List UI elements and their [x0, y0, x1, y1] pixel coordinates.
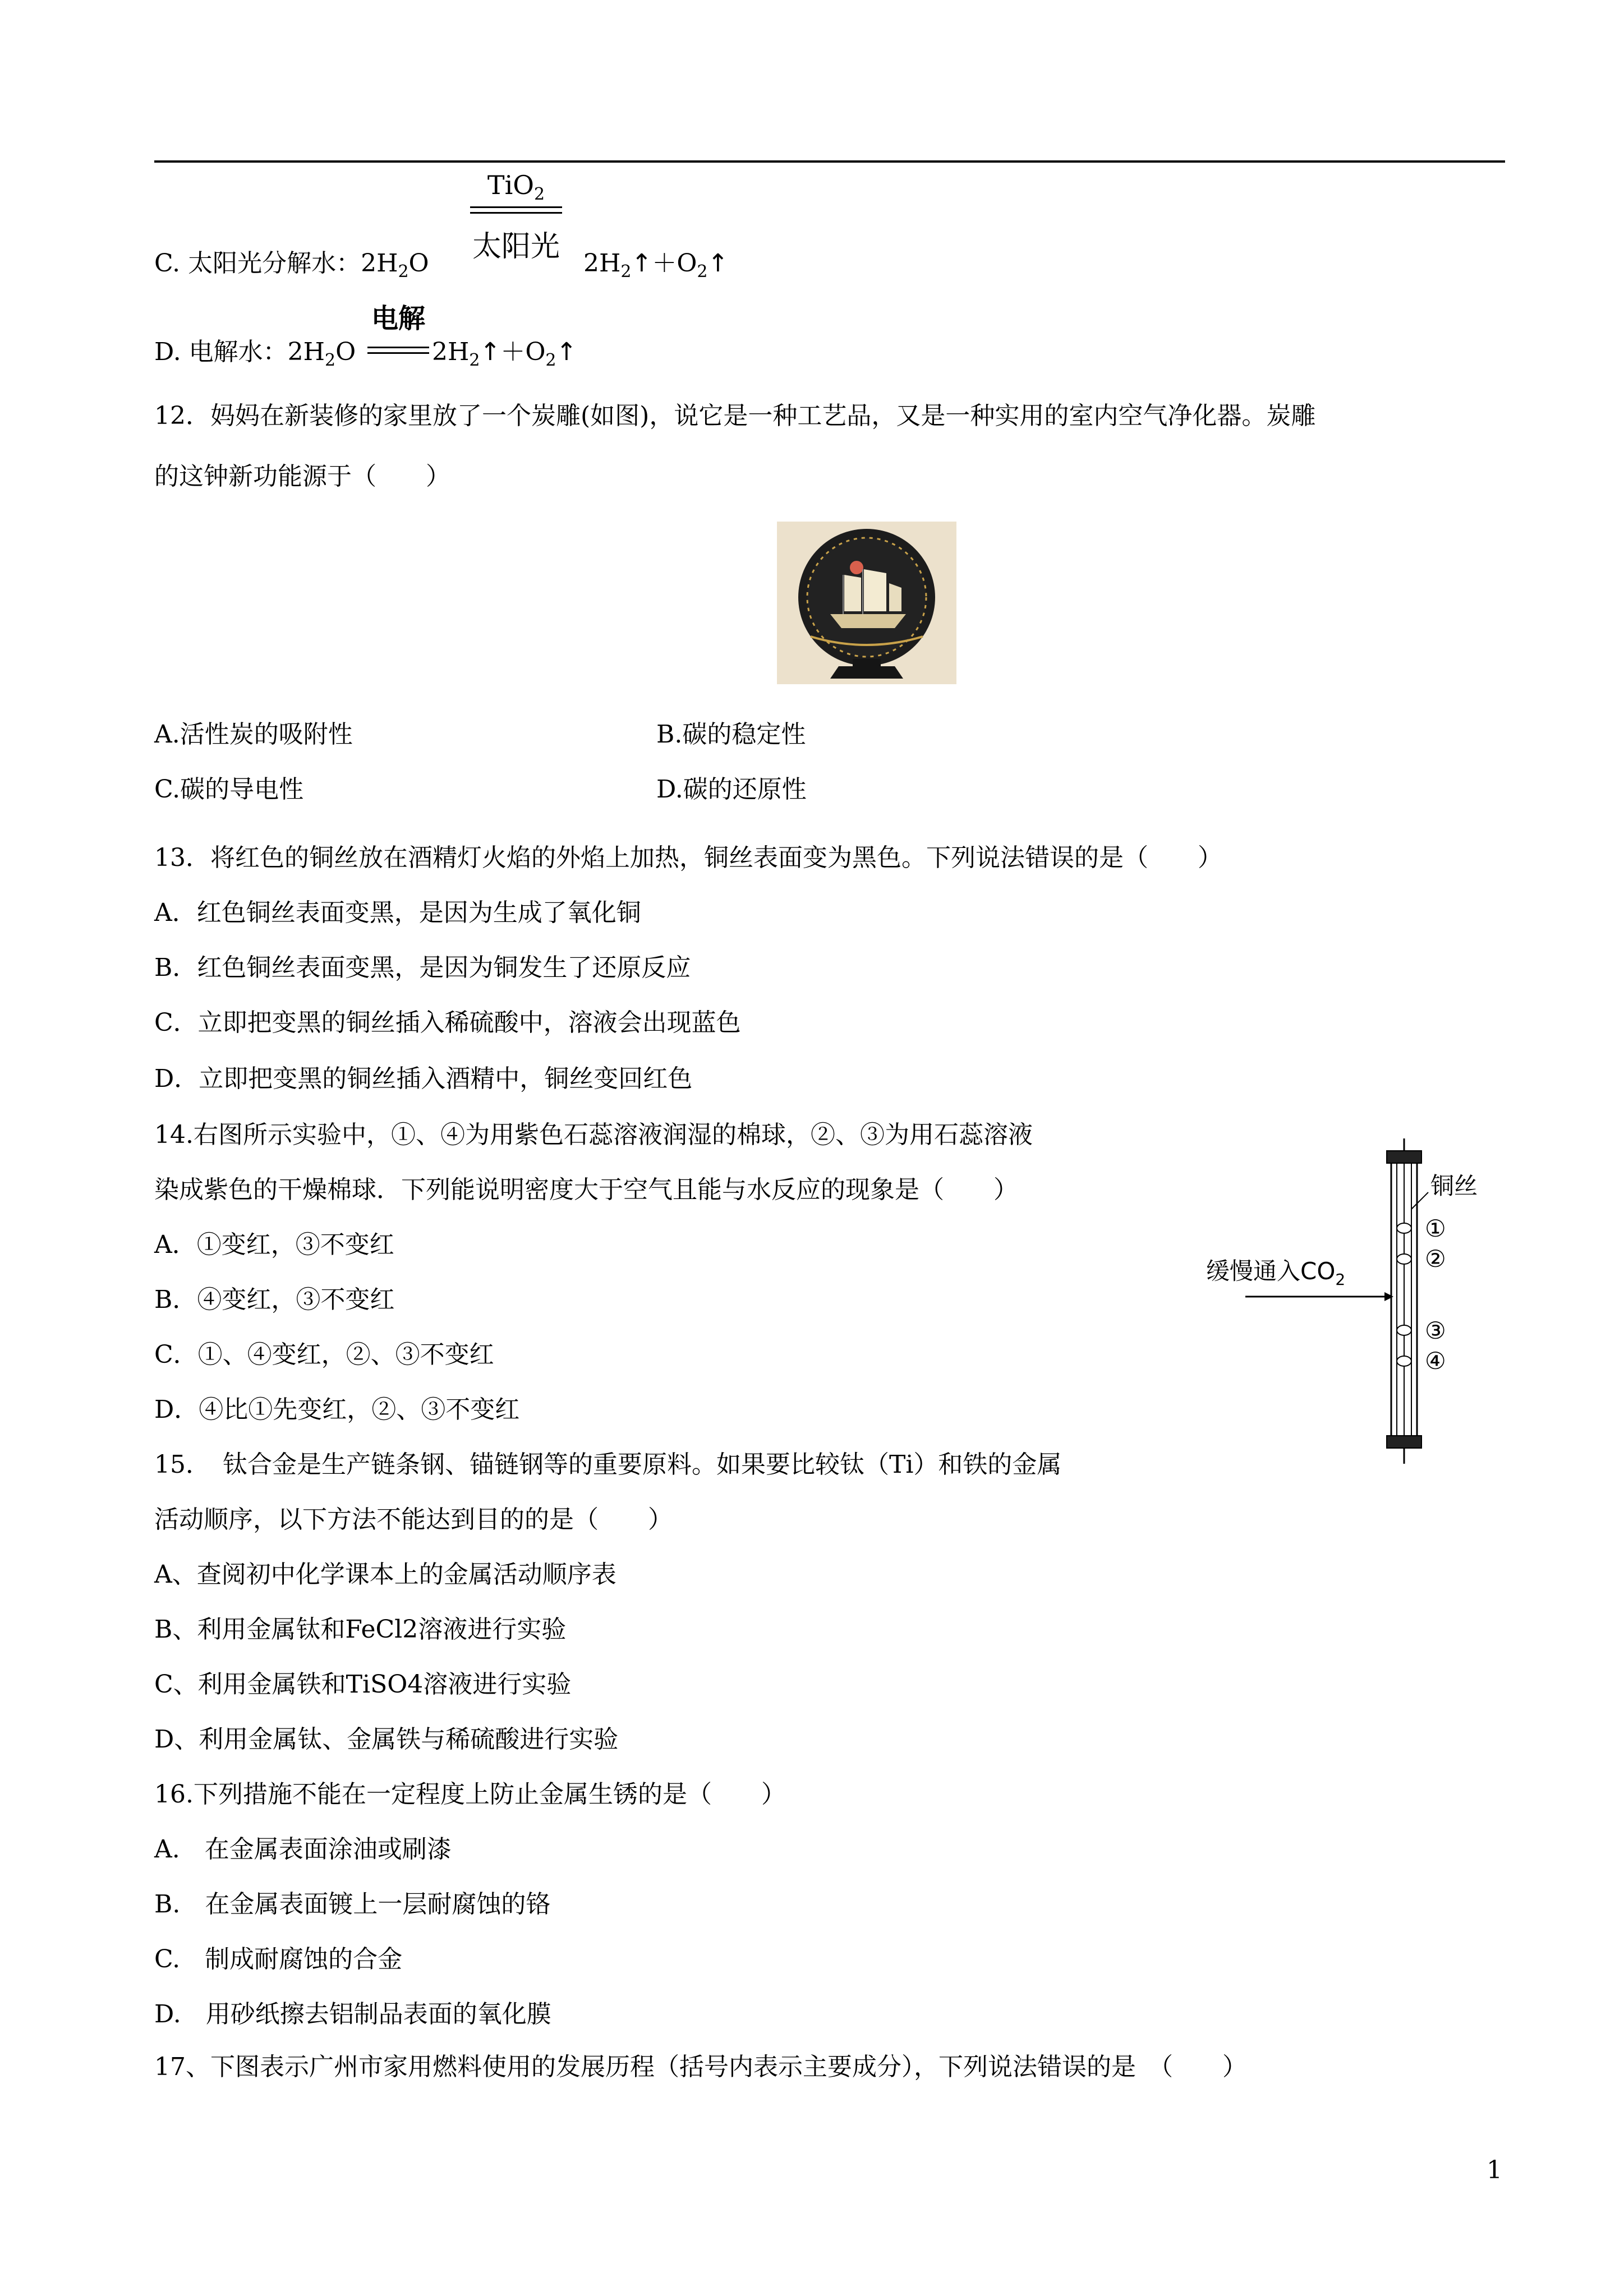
- q13-option-c: C．立即把变黑的铜丝插入稀硫酸中，溶液会出现蓝色: [154, 1008, 741, 1037]
- q14-option-c: C．①、④变红，②、③不变红: [154, 1340, 494, 1369]
- q12-stem-line-2: 的这钟新功能源于（ ）: [154, 462, 450, 491]
- header-rule: [154, 160, 1505, 163]
- q15-stem-line-2: 活动顺序，以下方法不能达到目的的是（ ）: [154, 1505, 673, 1534]
- q11-option-c: C. 太阳光分解水：$2H_2O$: [154, 249, 429, 282]
- ball-label-2: ②: [1425, 1245, 1446, 1273]
- q15-option-d: D、利用金属钛、金属铁与稀硫酸进行实验: [154, 1725, 619, 1754]
- q11-c-equals-line-1: [470, 206, 562, 208]
- q11-c-equals-line-2: [470, 212, 562, 214]
- q15-option-c: C、利用金属铁和TiSO4溶液进行实验: [154, 1670, 572, 1699]
- q16-option-a: A. 在金属表面涂油或刷漆: [154, 1835, 452, 1864]
- carbon-sculpture-image: [777, 522, 956, 684]
- q11-c-products: $2H_2↑+O_2↑$: [583, 249, 729, 282]
- q12-option-d: D.碳的还原性: [656, 775, 807, 804]
- q13-stem: 13．将红色的铜丝放在酒精灯火焰的外焰上加热，铜丝表面变为黑色。下列说法错误的是（ ）: [154, 843, 1222, 872]
- q13-option-a: A．红色铜丝表面变黑，是因为生成了氧化铜: [154, 898, 641, 927]
- ball-label-1: ①: [1425, 1215, 1446, 1242]
- q13-option-b: B．红色铜丝表面变黑，是因为铜发生了还原反应: [154, 953, 691, 982]
- wire-label: 铜丝: [1430, 1172, 1478, 1200]
- ball-label-4: ④: [1425, 1347, 1446, 1375]
- q16-option-c: C. 制成耐腐蚀的合金: [154, 1945, 403, 1974]
- q13-option-d: D．立即把变黑的铜丝插入酒精中，铜丝变回红色: [154, 1064, 693, 1093]
- q11-d-equals-line-1: [367, 347, 429, 348]
- q16-option-d: D. 用砂纸擦去铝制品表面的氧化膜: [154, 2000, 551, 2028]
- q14-option-b: B．④变红，③不变红: [154, 1285, 395, 1314]
- ball-label-3: ③: [1425, 1317, 1446, 1344]
- q11-option-d: D. 电解水：$2H_2O$: [154, 338, 356, 370]
- q15-stem-line-1: 15． 钛合金是生产链条钢、锚链钢等的重要原料。如果要比较钛（Ti）和铁的金属: [154, 1450, 1062, 1479]
- q14-option-a: A．①变红，③不变红: [154, 1230, 394, 1259]
- q12-stem-line-1: 12．妈妈在新装修的家里放了一个炭雕(如图)，说它是一种工艺品，又是一种实用的室内空气净化器。炭雕: [154, 402, 1316, 430]
- page-number: 1: [1487, 2156, 1502, 2184]
- q11-d-condition: 电解: [367, 302, 429, 335]
- q17-stem: 17、下图表示广州市家用燃料使用的发展历程（括号内表示主要成分），下列说法错误的是 （ ）: [154, 2053, 1247, 2081]
- q15-option-a: A、查阅初中化学课本上的金属活动顺序表: [154, 1560, 617, 1589]
- q12-option-b: B.碳的稳定性: [656, 720, 806, 749]
- q12-option-a: A.活性炭的吸附性: [154, 720, 353, 749]
- q16-option-b: B. 在金属表面镀上一层耐腐蚀的铬: [154, 1890, 551, 1919]
- co2-tube-diagram: [1206, 1138, 1520, 1464]
- q12-option-c: C.碳的导电性: [154, 775, 304, 804]
- q14-stem-line-1: 14.右图所示实验中，①、④为用紫色石蕊溶液润湿的棉球，②、③为用石蕊溶液: [154, 1121, 1033, 1149]
- q11-c-condition: TiO$_2$ 太阳光: [466, 168, 567, 266]
- q14-option-d: D．④比①先变红，②、③不变红: [154, 1395, 520, 1424]
- q15-option-b: B、利用金属钛和FeCl2溶液进行实验: [154, 1615, 567, 1644]
- q11-d-equals-line-2: [367, 352, 429, 354]
- q11-d-products: $2H_2↑+O_2↑$: [432, 338, 577, 370]
- q16-stem: 16.下列措施不能在一定程度上防止金属生锈的是（ ）: [154, 1780, 786, 1809]
- q14-stem-line-2: 染成紫色的干燥棉球．下列能说明密度大于空气且能与水反应的现象是（ ）: [154, 1175, 1018, 1204]
- co2-inlet-label: 缓慢通入$CO_2$: [1206, 1257, 1346, 1289]
